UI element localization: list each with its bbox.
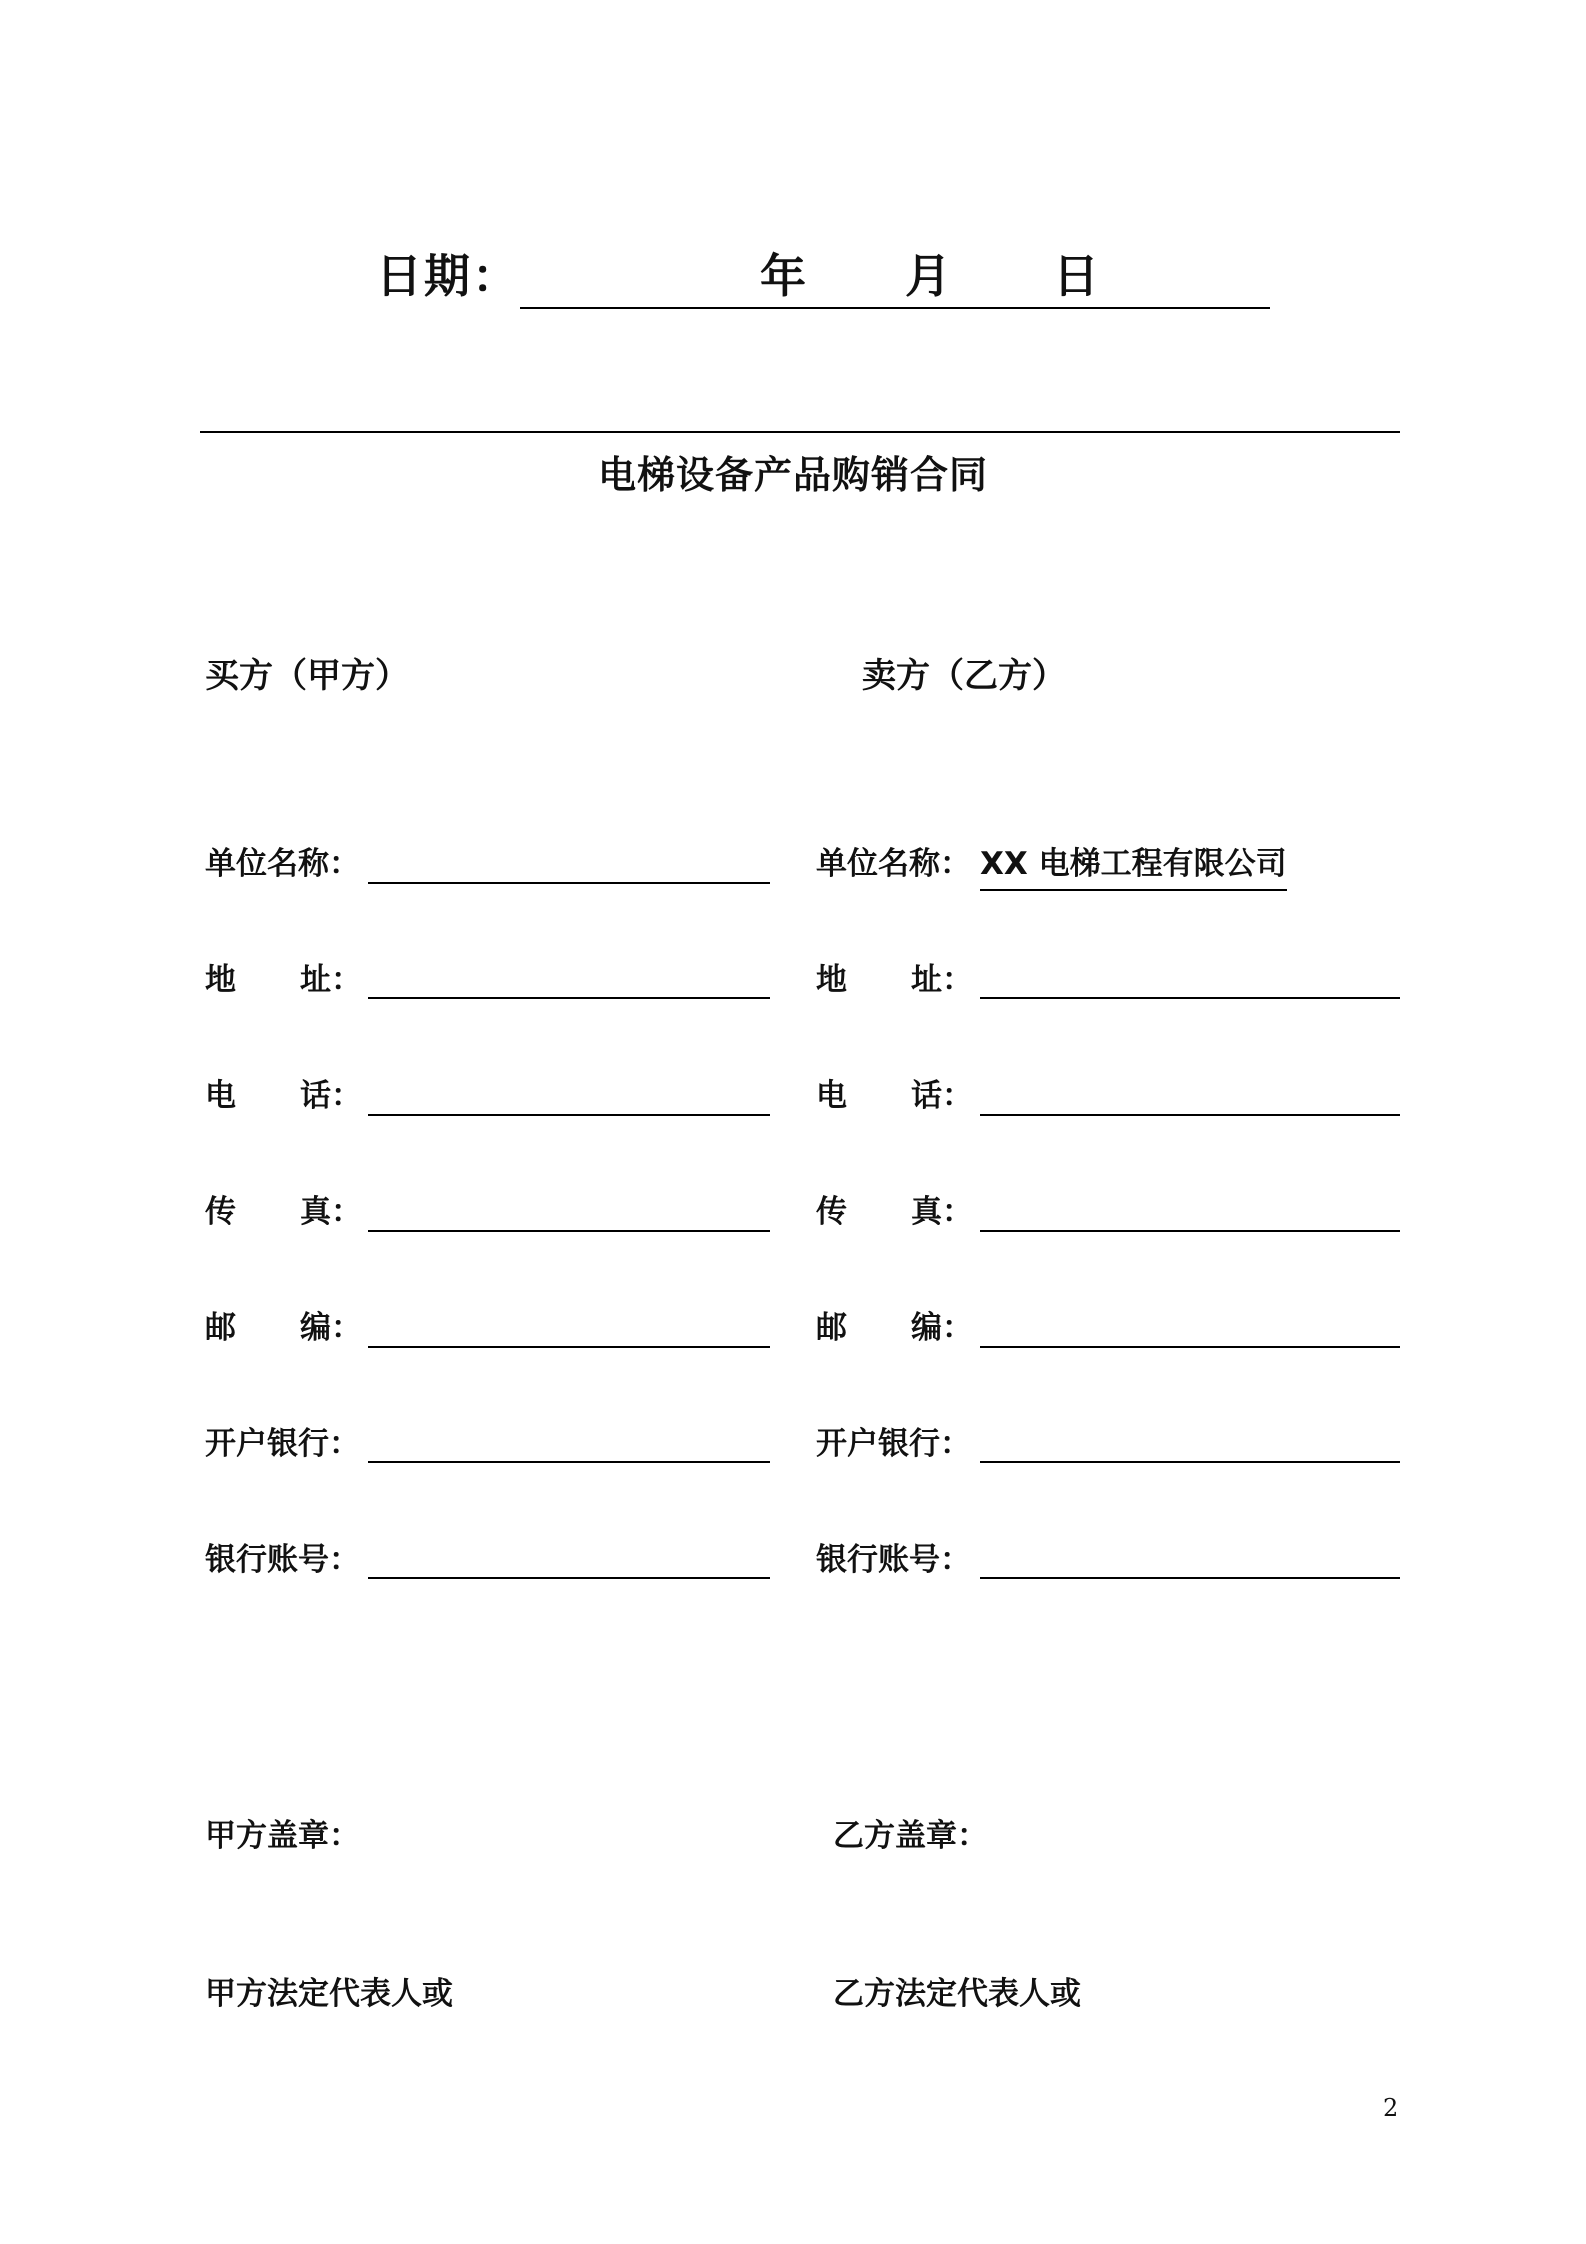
seller-fax-blank[interactable] [980, 1230, 1400, 1232]
seller-address-label-b: 址： [911, 962, 973, 998]
seller-heading: 卖方（乙方） [862, 656, 1066, 696]
seller-fax-label-a: 传 [816, 1194, 847, 1230]
seller-address-label-a: 地 [816, 962, 847, 998]
page-number: 2 [1383, 2094, 1399, 2122]
buyer-phone-label [205, 1070, 362, 1115]
buyer-fax-label-b: 真： [300, 1194, 362, 1230]
seller-postcode-blank[interactable] [980, 1346, 1400, 1348]
seller-bank-blank[interactable] [980, 1461, 1400, 1463]
seller-fax-label-b: 真： [911, 1194, 973, 1230]
buyer-legal-rep-label: 甲方法定代表人或 [205, 1976, 453, 2012]
document-title: 电梯设备产品购销合同 [597, 453, 988, 497]
buyer-phone-label-a: 电 [205, 1078, 236, 1114]
seller-phone-label-b: 话： [911, 1078, 973, 1114]
seller-account-blank[interactable] [980, 1577, 1400, 1579]
buyer-address-label [205, 954, 362, 999]
buyer-fax-label-a: 传 [205, 1194, 236, 1230]
buyer-unit-name-label: 单位名称： [205, 846, 360, 882]
buyer-phone-label-b: 话： [300, 1078, 362, 1114]
seller-postcode-label-b: 编： [911, 1310, 973, 1346]
buyer-address-label-a: 地 [205, 962, 236, 998]
date-underline [520, 307, 1270, 309]
date-month: 月 [905, 249, 951, 303]
buyer-postcode-label-a: 邮 [205, 1310, 236, 1346]
buyer-address-blank[interactable] [368, 997, 770, 999]
seller-address-blank[interactable] [980, 997, 1400, 999]
seller-address-label [816, 954, 973, 999]
buyer-phone-blank[interactable] [368, 1114, 770, 1116]
seller-postcode-label [816, 1302, 973, 1347]
buyer-bank-blank[interactable] [368, 1461, 770, 1463]
date-year: 年 [760, 249, 806, 303]
title-rule [200, 431, 1400, 433]
seller-phone-label [816, 1070, 973, 1115]
buyer-account-label: 银行账号： [205, 1542, 360, 1578]
buyer-bank-label: 开户银行： [205, 1426, 360, 1462]
buyer-postcode-label [205, 1302, 362, 1347]
seller-legal-rep-label: 乙方法定代表人或 [833, 1976, 1081, 2012]
seller-bank-label: 开户银行： [816, 1426, 971, 1462]
buyer-postcode-blank[interactable] [368, 1346, 770, 1348]
buyer-unit-name-blank[interactable] [368, 882, 770, 884]
seller-account-label: 银行账号： [816, 1542, 971, 1578]
seller-phone-blank[interactable] [980, 1114, 1400, 1116]
date-label: 日期： [376, 249, 520, 303]
date-day: 日 [1053, 249, 1099, 303]
buyer-seal-label: 甲方盖章： [205, 1818, 360, 1854]
seller-unit-name-label: 单位名称： [816, 846, 971, 882]
buyer-fax-blank[interactable] [368, 1230, 770, 1232]
buyer-heading: 买方（甲方） [205, 656, 409, 696]
seller-unit-name-value[interactable]: XX 电梯工程有限公司 [980, 838, 1287, 891]
seller-seal-label: 乙方盖章： [833, 1818, 988, 1854]
seller-phone-label-a: 电 [816, 1078, 847, 1114]
seller-postcode-label-a: 邮 [816, 1310, 847, 1346]
buyer-fax-label [205, 1186, 362, 1231]
buyer-postcode-label-b: 编： [300, 1310, 362, 1346]
seller-fax-label [816, 1186, 973, 1231]
buyer-account-blank[interactable] [368, 1577, 770, 1579]
buyer-address-label-b: 址： [300, 962, 362, 998]
